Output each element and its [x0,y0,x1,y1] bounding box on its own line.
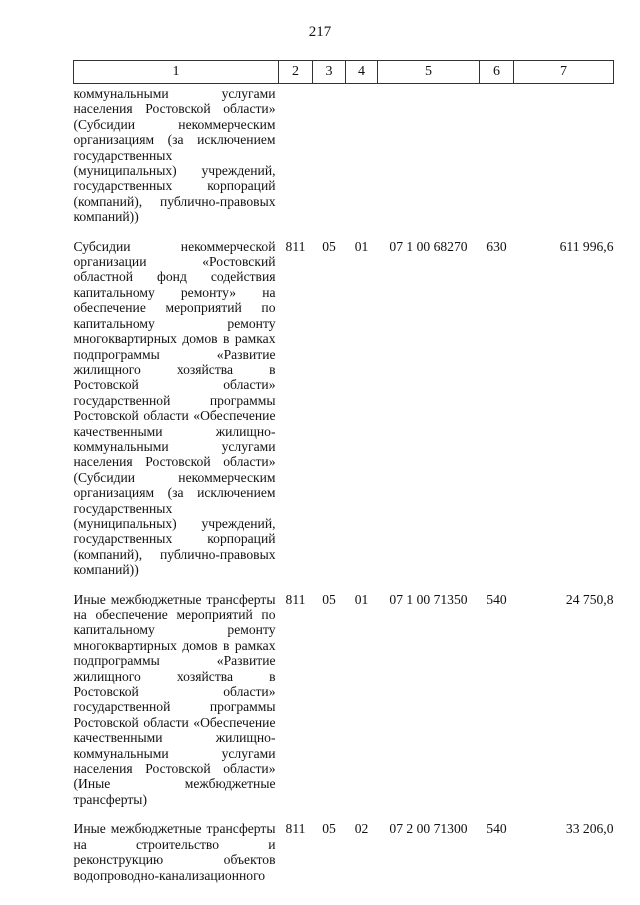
table-row [74,239,614,592]
row-ministry-code [279,84,313,239]
row-description: Иные межбюджетные трансферты на обеспечение мероприятий по капитальному ремонту многоквартирных домов в рамках подпрограммы «Развитие жилищного хозяйства в Ростовской области» государственной программы Ростовской области «Обеспечение качественными жилищно-коммунальными услугами населения Ростовской области» (Иные межбюджетные трансферты) [73,591,276,807]
table-row [74,821,614,897]
row-subsection-code: 02 [354,821,369,837]
budget-table [73,60,614,897]
row-target-article: 07 1 00 71350 [389,591,468,607]
row-subsection-code: 01 [354,238,369,254]
row-ministry-code: 811 [285,591,306,607]
row-section-code: 05 [322,238,336,254]
row-subsection-code [346,84,378,239]
row-subsection-code: 01 [354,591,369,607]
header-col-1: 1 [74,61,279,84]
table-row [74,84,614,239]
row-section-code [313,84,346,239]
header-col-5: 5 [378,61,480,84]
row-target-article [378,84,480,239]
row-expense-type [480,84,514,239]
row-expense-type: 630 [486,238,507,254]
header-col-6: 6 [480,61,514,84]
row-section-code: 05 [322,591,336,607]
row-expense-type: 540 [486,591,507,607]
row-amount: 24 750,8 [565,591,614,607]
row-description: коммунальными услугами населения Ростовской области» (Субсидии некоммерческим организациям (за исключением государственных (муниципальных) учреждений, государственных корпораций (компаний), публично-правовых компаний)) [73,86,276,225]
row-section-code: 05 [322,821,336,837]
header-col-7: 7 [514,61,614,84]
table-row [74,592,614,822]
row-target-article: 07 2 00 71300 [389,821,468,837]
row-amount [514,84,614,239]
row-ministry-code: 811 [285,238,306,254]
header-row [74,61,614,84]
row-target-article: 07 1 00 68270 [389,238,468,254]
header-col-3: 3 [313,61,346,84]
row-expense-type: 540 [486,821,507,837]
page-number: 217 [308,24,332,40]
header-col-2: 2 [279,61,313,84]
row-description: Субсидии некоммерческой организации «Ростовский областной фонд содействия капитальному ремонту» на обеспечение мероприятий по капитальному ремонту многоквартирных домов в рамках подпрограммы «Развитие жилищного хозяйства в Ростовской области» государственной программы Ростовской области «Обеспечение качественными жилищно-коммунальными услугами населения Ростовской области» (Субсидии некоммерческим организациям (за исключением государственных (муниципальных) учреждений, государственных корпораций (компаний), публично-правовых компаний)) [73,238,276,578]
row-amount: 611 996,6 [559,238,614,254]
row-amount: 33 206,0 [565,821,614,837]
row-description: Иные межбюджетные трансферты на строительство и реконструкцию объектов водопроводно-канализационного [73,821,276,883]
row-ministry-code: 811 [285,821,306,837]
header-col-4: 4 [346,61,378,84]
